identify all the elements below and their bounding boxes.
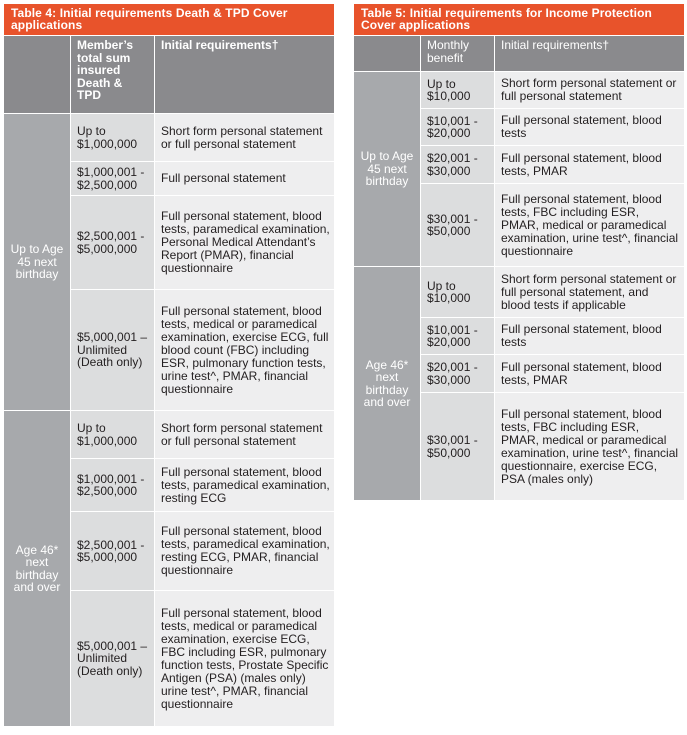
table-5-header-blank	[354, 36, 421, 72]
table-4-sum-cell: Up to $1,000,000	[71, 114, 155, 162]
table-4-req-cell: Full personal statement, blood tests, medical or paramedical examination, exercise ECG, FBC including ESR, pulmonary function tests, Prostate Specific Antigen (PSA) (males only) urine test^, PMAR, financial questionnaire	[155, 591, 335, 727]
table-5-benefit-cell: $10,001 - $20,000	[421, 318, 495, 355]
table-4-sum-cell: $1,000,001 - $2,500,000	[71, 162, 155, 196]
table-5-req-cell: Short form personal statement or full personal statement, and blood tests if applicable	[495, 267, 685, 318]
table-5-col-benefit-header: Monthly benefit	[421, 36, 495, 72]
table-5-benefit-cell: $30,001 - $50,000	[421, 184, 495, 267]
table-4-sum-cell: $1,000,001 - $2,500,000	[71, 459, 155, 512]
table-4-req-cell: Full personal statement, blood tests, paramedical examination, resting ECG, PMAR, financial questionnaire	[155, 512, 335, 591]
table-4-sum-cell: $5,000,001 – Unlimited (Death only)	[71, 290, 155, 411]
table-5-benefit-cell: $20,001 - $30,000	[421, 355, 495, 393]
table-row	[4, 114, 335, 162]
table-5-req-cell: Full personal statement, blood tests, FBC including ESR, PMAR, medical or paramedical examination, urine test^, financial questionnaire	[495, 184, 685, 267]
table-5-col-req-header: Initial requirements†	[495, 36, 685, 72]
table-4-death-tpd	[3, 3, 335, 727]
table-5-benefit-cell: Up to $10,000	[421, 72, 495, 109]
table-4-req-cell: Full personal statement, blood tests, paramedical examination, Personal Medical Attendant’s Report (PMAR), financial questionnaire	[155, 196, 335, 290]
table-5-benefit-cell: $30,001 - $50,000	[421, 393, 495, 501]
table-5-req-cell: Full personal statement, blood tests	[495, 109, 685, 146]
table-4-col-req-header: Initial requirements†	[155, 36, 335, 114]
table-5-benefit-cell: $20,001 - $30,000	[421, 146, 495, 184]
table-4-group-label: Up to Age 45 next birthday	[4, 114, 71, 411]
table-5-req-cell: Full personal statement, blood tests	[495, 318, 685, 355]
table-5-req-cell: Full personal statement, blood tests, FBC including ESR, PMAR, medical or paramedical examination, urine test^, financial questionnaire, exercise ECG, PSA (males only)	[495, 393, 685, 501]
table-4-sum-cell: Up to $1,000,000	[71, 411, 155, 459]
table-4-req-cell: Full personal statement, blood tests, medical or paramedical examination, exercise ECG, full blood count (FBC) including ESR, pulmonary function tests, urine test^, PMAR, financial questionnaire	[155, 290, 335, 411]
table-5-income-protection	[353, 3, 685, 501]
table-5-group-label: Up to Age 45 next birthday	[354, 72, 421, 267]
table-4-sum-cell: $2,500,001 - $5,000,000	[71, 196, 155, 290]
table-row	[354, 267, 685, 318]
table-4-sum-cell: $2,500,001 - $5,000,000	[71, 512, 155, 591]
table-5-req-cell: Full personal statement, blood tests, PMAR	[495, 146, 685, 184]
table-row	[354, 72, 685, 109]
table-4-sum-cell: $5,000,001 – Unlimited (Death only)	[71, 591, 155, 727]
table-5-title: Table 5: Initial requirements for Income Protection Cover applications	[354, 4, 685, 36]
table-5-req-cell: Short form personal statement or full personal statement	[495, 72, 685, 109]
table-5-req-cell: Full personal statement, blood tests, PMAR	[495, 355, 685, 393]
table-4-title: Table 4: Initial requirements Death & TPD Cover applications	[4, 4, 335, 36]
table-4-header-blank	[4, 36, 71, 114]
table-5-group-label: Age 46* next birthday and over	[354, 267, 421, 501]
table-4-col-sum-header: Member’s total sum insured Death & TPD	[71, 36, 155, 114]
table-5-benefit-cell: Up to $10,000	[421, 267, 495, 318]
table-4-req-cell: Short form personal statement or full personal statement	[155, 114, 335, 162]
table-5-benefit-cell: $10,001 - $20,000	[421, 109, 495, 146]
table-4-req-cell: Full personal statement	[155, 162, 335, 196]
table-row	[4, 411, 335, 459]
table-4-req-cell: Full personal statement, blood tests, paramedical examination, resting ECG	[155, 459, 335, 512]
table-4-req-cell: Short form personal statement or full personal statement	[155, 411, 335, 459]
table-4-group-label: Age 46* next birthday and over	[4, 411, 71, 727]
